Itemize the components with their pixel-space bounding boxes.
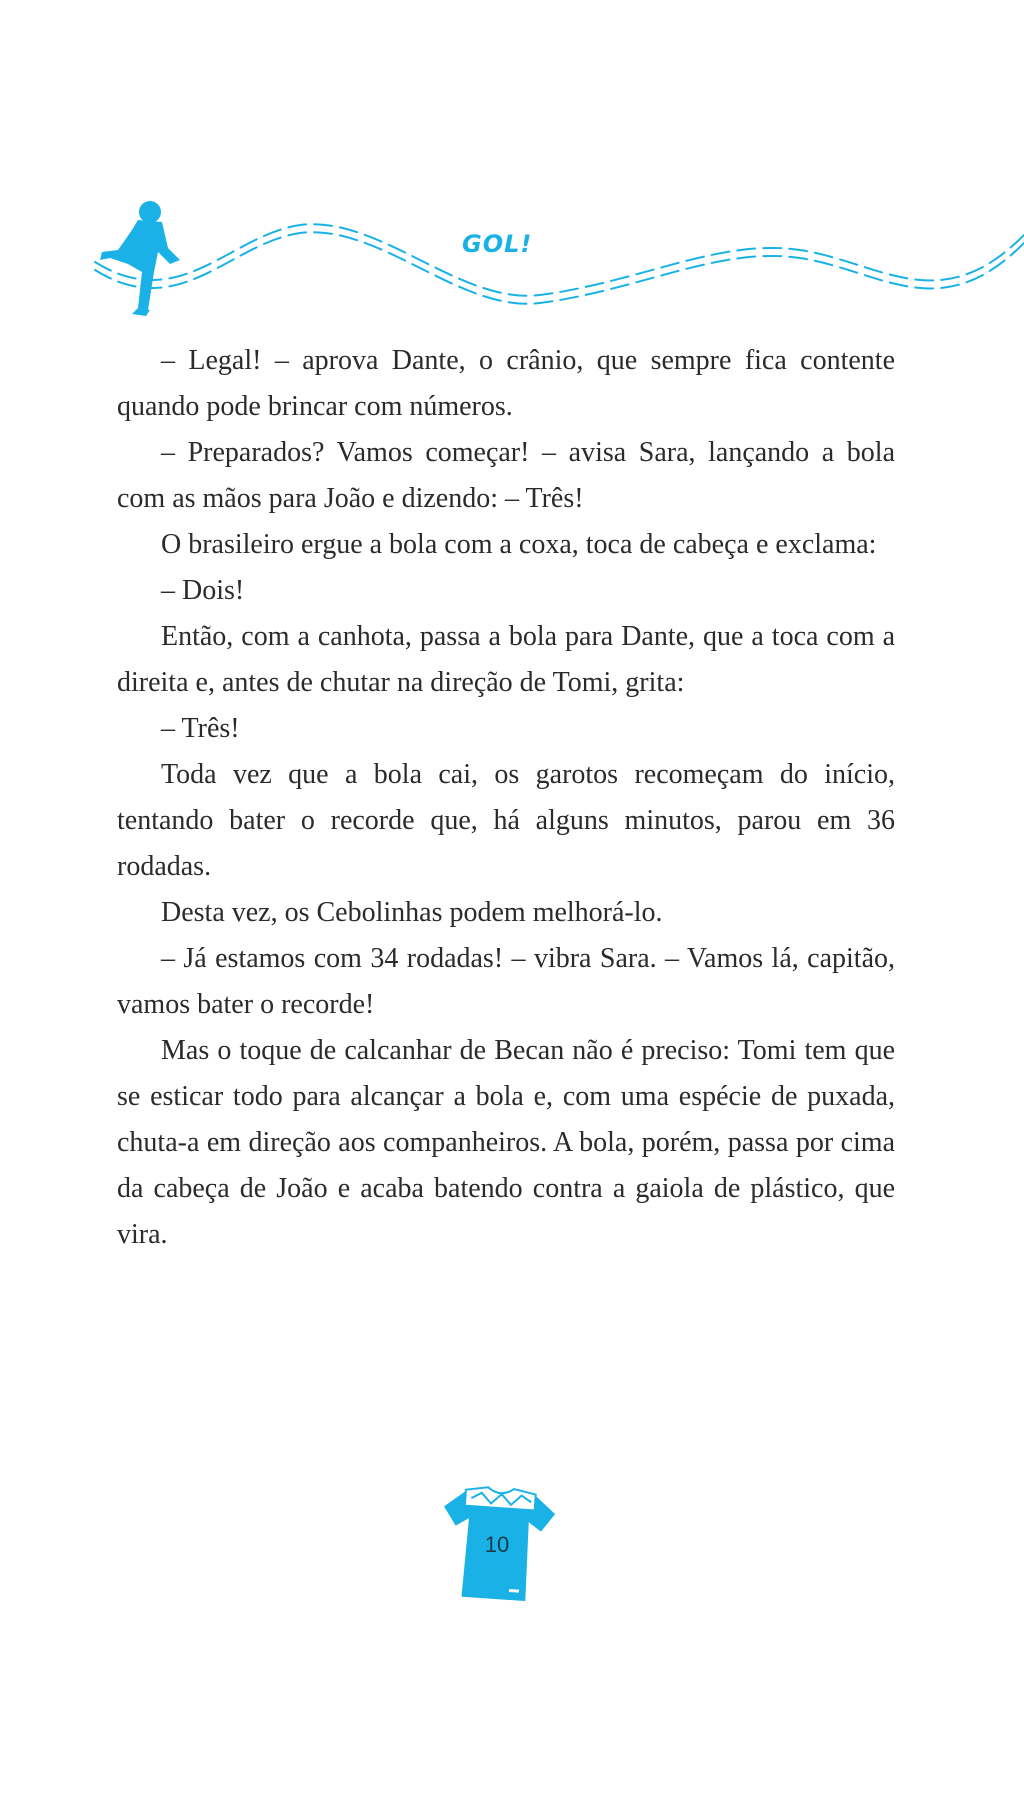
paragraph: Mas o toque de calcanhar de Becan não é preciso: Tomi tem que se esticar todo para alcançar a bola e, com uma espécie de puxada, chuta-a em direção aos companheiros. A bola, porém, passa por cima da cabeça de João e acaba batendo contra a gaiola de plástico, que vira. — [117, 1035, 895, 1250]
header-title: GOL! — [462, 230, 533, 258]
page-footer — [432, 1482, 562, 1612]
paragraph: – Três! — [161, 713, 240, 744]
wavy-chain-border-icon — [0, 200, 1024, 350]
running-header — [0, 200, 1024, 350]
paragraph: – Legal! – aprova Dante, o crânio, que sempre fica contente quando pode brincar com números. — [117, 345, 895, 422]
paragraph: – Já estamos com 34 rodadas! – vibra Sara. – Vamos lá, capitão, vamos bater o recorde! — [117, 943, 895, 1020]
paragraph: Então, com a canhota, passa a bola para Dante, que a toca com a direita e, antes de chutar na direção de Tomi, grita: — [117, 621, 895, 698]
soccer-player-icon — [100, 201, 180, 316]
paragraph: O brasileiro ergue a bola com a coxa, toca de cabeça e exclama: — [161, 529, 877, 560]
page-number: 10 — [484, 1532, 510, 1557]
paragraph: – Preparados? Vamos começar! – avisa Sara, lançando a bola com as mãos para João e dizendo: – Três! — [117, 437, 895, 514]
page-body — [117, 338, 895, 1258]
paragraph: Toda vez que a bola cai, os garotos recomeçam do início, tentando bater o recorde que, há alguns minutos, parou em 36 rodadas. — [117, 759, 895, 882]
paragraph: Desta vez, os Cebolinhas podem melhorá-lo. — [161, 897, 663, 928]
paragraph: – Dois! — [161, 575, 245, 606]
